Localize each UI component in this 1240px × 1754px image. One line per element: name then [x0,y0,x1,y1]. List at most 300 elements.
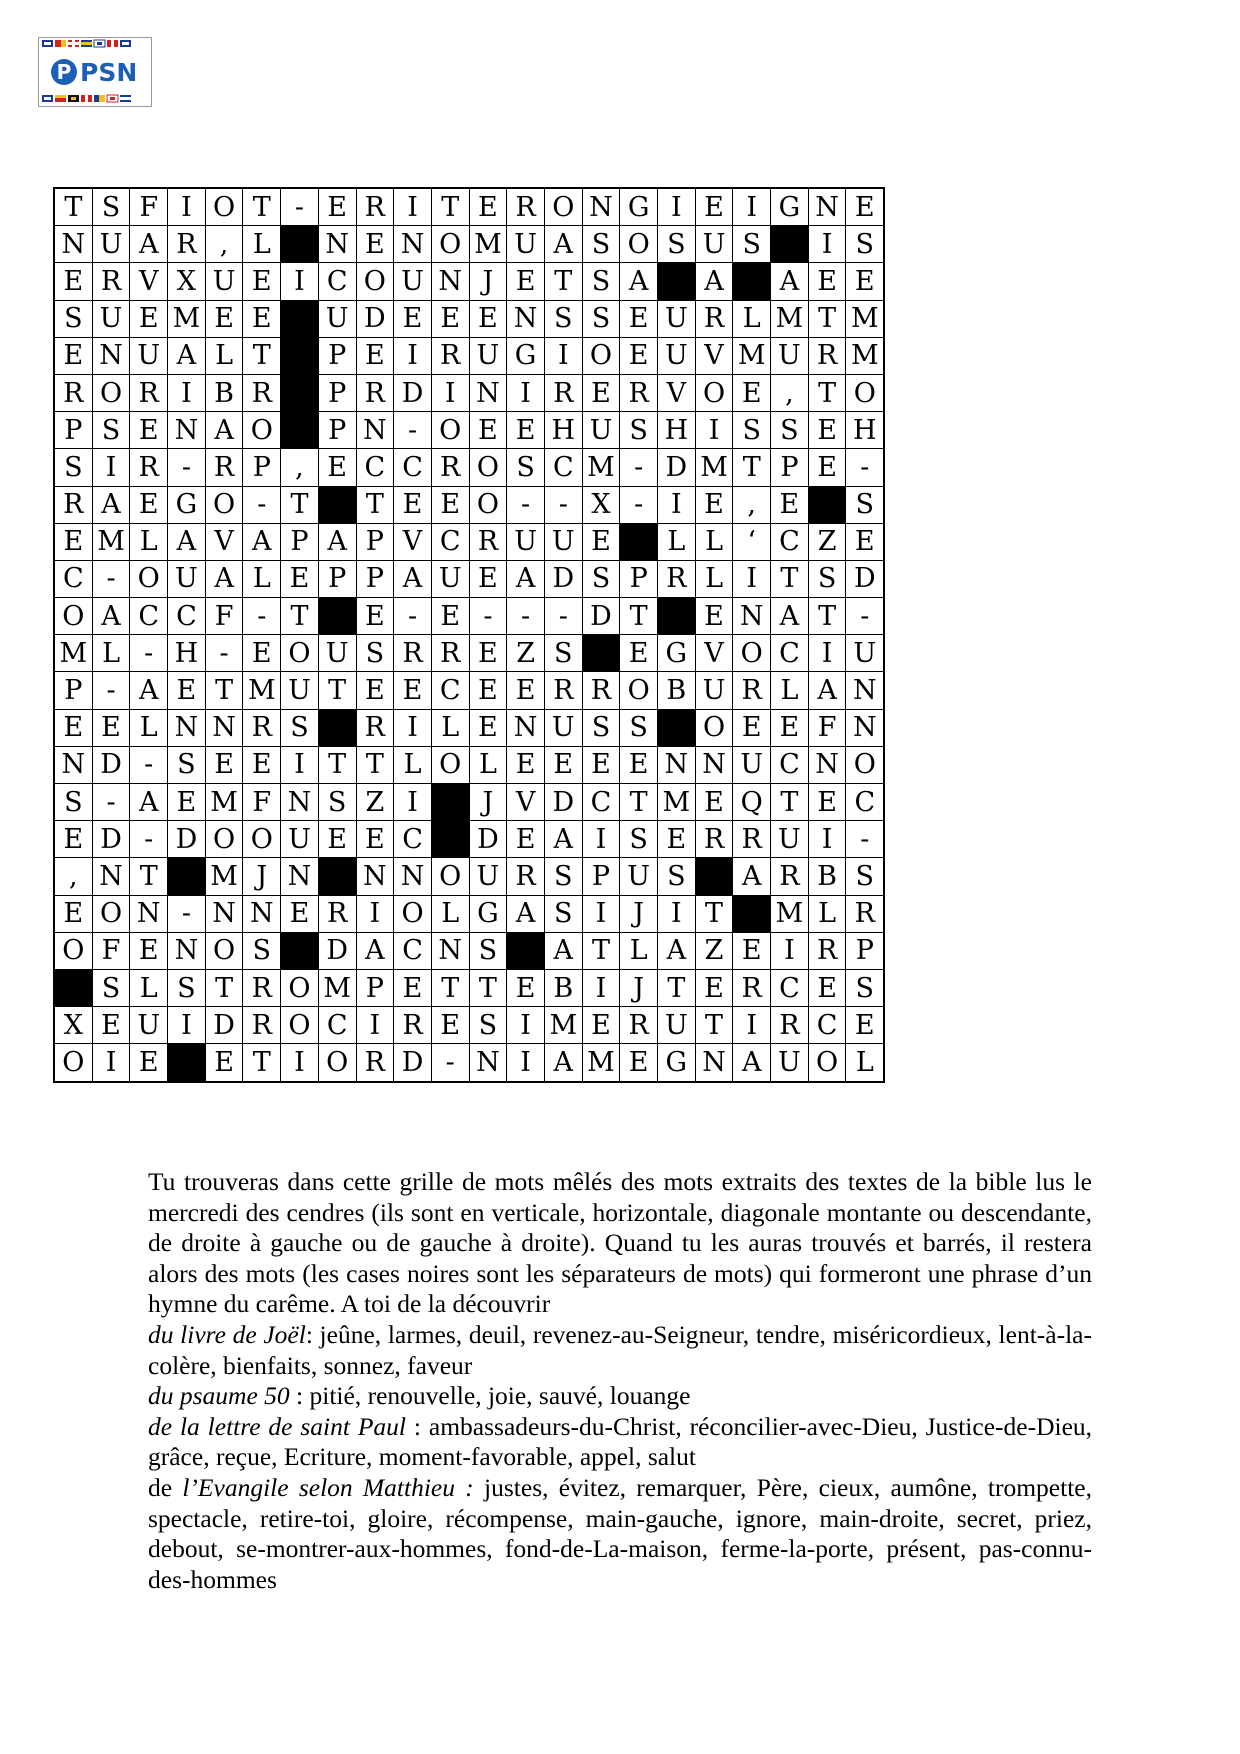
grid-cell: R [205,449,243,486]
grid-row [54,672,884,709]
grid-cell: D [318,932,356,969]
grid-cell: C [771,969,809,1006]
grid-cell: , [54,858,92,895]
grid-cell: U [318,300,356,337]
grid-cell: O [356,263,394,300]
grid-cell: E [281,560,319,597]
grid-cell: E [130,932,168,969]
grid-cell: O [281,969,319,1006]
grid-cell: E [507,412,545,449]
black-separator-cell [431,784,469,821]
grid-cell: T [243,188,281,226]
grid-cell: - [92,560,130,597]
grid-cell: R [658,560,696,597]
grid-cell: U [92,300,130,337]
grid-cell: I [92,449,130,486]
grid-cell: D [544,560,582,597]
grid-cell: S [620,821,658,858]
black-separator-cell [318,858,356,895]
grid-row [54,486,884,523]
grid-cell: B [205,374,243,411]
psn-logo [38,37,152,107]
grid-cell: E [356,672,394,709]
grid-cell: L [205,337,243,374]
grid-cell: I [394,784,432,821]
grid-cell: ‘ [733,523,771,560]
grid-cell: N [695,746,733,783]
evangile-words: justes, évitez, remarquer, Père, cieux, aumône, trompette, spectacle, retire-toi, gloire, récompense, main-gauche, ignore, main-droite, secret, priez, debout, se-montrer-aux-hommes, fond-de-La-maison, ferme-la-porte, présent, pas-connu-des-hommes [148,1472,1092,1594]
grid-cell: M [168,300,206,337]
grid-cell: O [54,1044,92,1082]
grid-cell: E [92,1007,130,1044]
grid-cell: I [733,188,771,226]
grid-cell: D [846,560,884,597]
grid-cell: R [507,858,545,895]
grid-cell: X [168,263,206,300]
grid-cell: E [431,1007,469,1044]
grid-cell: I [168,374,206,411]
black-separator-cell [168,858,206,895]
grid-cell: C [771,635,809,672]
grid-cell: - [92,672,130,709]
grid-cell: E [281,895,319,932]
grid-cell: R [431,449,469,486]
grid-cell: - [544,598,582,635]
grid-cell: L [808,895,846,932]
grid-cell: O [92,374,130,411]
grid-cell: S [582,300,620,337]
grid-cell: U [168,560,206,597]
grid-cell: S [507,449,545,486]
grid-cell: E [695,188,733,226]
grid-cell: I [507,374,545,411]
grid-cell: S [808,560,846,597]
grid-cell: R [733,672,771,709]
evangile-word-list [148,1473,1092,1595]
grid-cell: N [130,895,168,932]
grid-cell: E [733,374,771,411]
grid-cell: N [469,374,507,411]
grid-cell: D [394,374,432,411]
grid-cell: R [620,374,658,411]
grid-cell: I [168,1007,206,1044]
grid-cell: R [243,374,281,411]
grid-cell: E [469,560,507,597]
grid-cell: O [205,821,243,858]
grid-cell: V [394,523,432,560]
grid-cell: C [431,523,469,560]
grid-cell: S [168,746,206,783]
grid-cell: I [356,895,394,932]
grid-cell: R [356,1044,394,1082]
grid-cell: S [846,969,884,1006]
grid-cell: U [582,412,620,449]
grid-cell: R [733,969,771,1006]
black-separator-cell [168,1044,206,1082]
grid-cell: P [846,932,884,969]
grid-cell: - [243,598,281,635]
grid-cell: A [544,821,582,858]
grid-cell: R [168,226,206,263]
black-separator-cell [318,709,356,746]
grid-cell: C [168,598,206,635]
grid-cell: C [771,523,809,560]
grid-row [54,1044,884,1082]
grid-cell: N [507,709,545,746]
svg-text:P: P [56,60,72,84]
grid-cell: E [507,672,545,709]
grid-cell: N [469,1044,507,1082]
grid-cell: R [394,635,432,672]
grid-cell: T [431,969,469,1006]
grid-cell: I [733,1007,771,1044]
grid-cell: N [281,858,319,895]
grid-cell: M [771,300,809,337]
grid-cell: P [318,337,356,374]
grid-cell: - [394,412,432,449]
grid-cell: L [243,226,281,263]
grid-cell: M [544,1007,582,1044]
grid-cell: E [695,486,733,523]
grid-cell: E [695,784,733,821]
grid-cell: V [695,337,733,374]
grid-cell: R [54,374,92,411]
grid-cell: A [168,523,206,560]
grid-cell: U [658,300,696,337]
grid-cell: - [168,449,206,486]
grid-cell: S [54,784,92,821]
black-separator-cell [658,263,696,300]
grid-cell: E [469,635,507,672]
grid-cell: C [846,784,884,821]
grid-cell: V [507,784,545,821]
grid-cell: T [620,784,658,821]
grid-row [54,523,884,560]
grid-cell: M [205,784,243,821]
psn-logo-graphic [38,37,152,107]
grid-cell: U [695,672,733,709]
grid-cell: N [394,858,432,895]
grid-cell: U [507,226,545,263]
grid-cell: , [733,486,771,523]
grid-cell: R [356,374,394,411]
grid-cell: , [281,449,319,486]
grid-cell: Z [507,635,545,672]
grid-cell: U [695,226,733,263]
grid-cell: O [733,635,771,672]
grid-cell: T [356,486,394,523]
grid-row [54,374,884,411]
grid-cell: U [771,1044,809,1082]
grid-cell: N [431,263,469,300]
grid-cell: A [771,598,809,635]
grid-cell: C [356,449,394,486]
grid-cell: N [846,672,884,709]
grid-row [54,560,884,597]
grid-cell: S [846,226,884,263]
grid-cell: E [54,523,92,560]
grid-cell: T [356,746,394,783]
grid-cell: I [808,226,846,263]
grid-cell: R [243,1007,281,1044]
grid-cell: T [808,598,846,635]
grid-cell: A [92,486,130,523]
grid-cell: I [168,188,206,226]
grid-cell: E [318,449,356,486]
grid-cell: A [130,226,168,263]
grid-cell: D [92,821,130,858]
grid-cell: , [771,374,809,411]
grid-cell: P [356,523,394,560]
joel-words: : jeûne, larmes, deuil, revenez-au-Seigneur, tendre, miséricordieux, lent-à-la-colère, bienfaits, sonnez, faveur [148,1319,1092,1380]
black-separator-cell [582,635,620,672]
grid-cell: C [431,672,469,709]
grid-cell: U [771,821,809,858]
grid-cell: O [54,598,92,635]
grid-cell: C [130,598,168,635]
grid-cell: E [582,1007,620,1044]
grid-cell: S [356,635,394,672]
grid-cell: E [394,300,432,337]
black-separator-cell [658,598,696,635]
grid-cell: I [356,1007,394,1044]
grid-cell: P [318,412,356,449]
grid-cell: A [356,932,394,969]
grid-cell: A [394,560,432,597]
grid-cell: - [205,635,243,672]
grid-cell: N [507,300,545,337]
grid-cell: O [620,672,658,709]
grid-cell: M [582,1044,620,1082]
grid-cell: S [771,412,809,449]
grid-cell: S [582,709,620,746]
grid-cell: S [620,709,658,746]
grid-cell: E [582,746,620,783]
grid-cell: I [658,188,696,226]
grid-cell: N [205,709,243,746]
grid-cell: - [846,821,884,858]
grid-cell: R [771,1007,809,1044]
grid-cell: S [92,188,130,226]
grid-cell: S [733,226,771,263]
grid-cell: P [318,560,356,597]
grid-cell: R [356,188,394,226]
grid-cell: S [318,784,356,821]
grid-cell: - [130,746,168,783]
grid-cell: U [469,858,507,895]
black-separator-cell [620,523,658,560]
grid-cell: V [658,374,696,411]
grid-cell: J [620,895,658,932]
grid-cell: S [168,969,206,1006]
grid-cell: T [318,672,356,709]
grid-cell: S [582,226,620,263]
black-separator-cell [281,226,319,263]
black-separator-cell [318,598,356,635]
grid-cell: O [846,746,884,783]
grid-cell: E [205,746,243,783]
grid-cell: E [771,486,809,523]
grid-cell: M [243,672,281,709]
black-separator-cell [318,486,356,523]
grid-cell: A [168,337,206,374]
grid-cell: E [544,746,582,783]
grid-cell: U [544,523,582,560]
grid-cell: I [808,635,846,672]
grid-cell: R [808,932,846,969]
grid-cell: L [620,932,658,969]
grid-cell: A [658,932,696,969]
grid-cell: L [130,709,168,746]
grid-cell: E [130,1044,168,1082]
grid-cell: M [846,300,884,337]
grid-cell: - [394,598,432,635]
grid-row [54,1007,884,1044]
grid-cell: T [771,784,809,821]
grid-cell: E [620,337,658,374]
paul-words: : ambassadeurs-du-Christ, réconcilier-avec-Dieu, Justice-de-Dieu, grâce, reçue, Ecriture, moment-favorable, appel, salut [148,1411,1093,1472]
grid-cell: I [808,821,846,858]
grid-cell: I [394,188,432,226]
grid-cell: I [658,895,696,932]
instructions-intro: Tu trouveras dans cette grille de mots mêlés des mots extraits des textes de la bible lus le mercredi des cendres (ils sont en verticale, horizontale, diagonale montante ou descendante, de droite à gauche ou de gauche à droite). Quand tu les auras trouvés et barrés, il restera alors des mots (les cases noires sont les séparateurs de mots) qui formeront une phrase d’un hymne du carême. A toi de la découvrir [148,1167,1092,1319]
grid-cell: C [54,560,92,597]
black-separator-cell [733,263,771,300]
grid-cell: E [130,412,168,449]
grid-cell: S [281,709,319,746]
grid-cell: R [431,337,469,374]
grid-cell: O [205,188,243,226]
grid-cell: T [205,969,243,1006]
grid-row [54,932,884,969]
grid-cell: O [394,895,432,932]
grid-cell: O [431,858,469,895]
grid-cell: T [658,969,696,1006]
grid-cell: M [582,449,620,486]
grid-cell: N [808,746,846,783]
grid-cell: E [507,969,545,1006]
black-separator-cell [733,895,771,932]
grid-cell: M [92,523,130,560]
grid-cell: T [318,746,356,783]
grid-cell: P [356,969,394,1006]
grid-row [54,635,884,672]
grid-cell: S [658,226,696,263]
grid-cell: U [846,635,884,672]
grid-cell: H [168,635,206,672]
grid-cell: T [771,560,809,597]
grid-cell: N [54,226,92,263]
grid-cell: R [356,709,394,746]
grid-cell: E [130,300,168,337]
grid-cell: - [846,449,884,486]
grid-cell: T [582,932,620,969]
grid-cell: F [808,709,846,746]
grid-cell: G [771,188,809,226]
grid-cell: N [168,412,206,449]
grid-cell: L [695,523,733,560]
grid-cell: M [318,969,356,1006]
grid-cell: L [92,635,130,672]
black-separator-cell [281,374,319,411]
grid-cell: S [544,635,582,672]
grid-cell: X [54,1007,92,1044]
grid-row [54,746,884,783]
grid-cell: E [318,188,356,226]
grid-cell: C [318,263,356,300]
grid-cell: E [243,746,281,783]
grid-cell: I [544,337,582,374]
grid-cell: B [544,969,582,1006]
grid-row [54,709,884,746]
grid-cell: O [318,1044,356,1082]
grid-cell: E [130,486,168,523]
grid-cell: R [695,821,733,858]
grid-cell: E [54,709,92,746]
grid-cell: L [695,560,733,597]
grid-cell: O [808,1044,846,1082]
black-separator-cell [431,821,469,858]
grid-cell: T [695,895,733,932]
grid-cell: - [507,598,545,635]
grid-row [54,858,884,895]
grid-cell: S [243,932,281,969]
joel-word-list [148,1320,1092,1381]
grid-cell: L [431,895,469,932]
grid-cell: E [658,821,696,858]
grid-cell: S [846,486,884,523]
grid-cell: T [469,969,507,1006]
grid-cell: L [469,746,507,783]
grid-cell: S [54,449,92,486]
grid-cell: S [733,412,771,449]
grid-cell: E [620,635,658,672]
grid-row [54,263,884,300]
grid-cell: E [54,263,92,300]
grid-cell: F [92,932,130,969]
grid-cell: U [92,226,130,263]
grid-cell: A [544,226,582,263]
grid-cell: R [431,635,469,672]
grid-cell: R [733,821,771,858]
grid-cell: I [582,821,620,858]
grid-cell: I [431,374,469,411]
grid-cell: U [394,263,432,300]
grid-cell: Z [356,784,394,821]
grid-cell: I [733,560,771,597]
grid-cell: - [168,895,206,932]
grid-cell: E [582,523,620,560]
grid-cell: E [582,374,620,411]
grid-cell: C [771,746,809,783]
grid-cell: A [507,895,545,932]
grid-cell: E [733,932,771,969]
grid-cell: I [658,486,696,523]
grid-cell: O [544,188,582,226]
grid-cell: S [846,858,884,895]
grid-cell: E [54,821,92,858]
grid-cell: R [243,709,281,746]
grid-cell: E [695,969,733,1006]
grid-cell: C [394,449,432,486]
grid-cell: - [130,821,168,858]
grid-cell: O [582,337,620,374]
grid-cell: U [318,635,356,672]
grid-cell: P [318,374,356,411]
grid-row [54,969,884,1006]
grid-cell: R [846,895,884,932]
grid-row [54,449,884,486]
